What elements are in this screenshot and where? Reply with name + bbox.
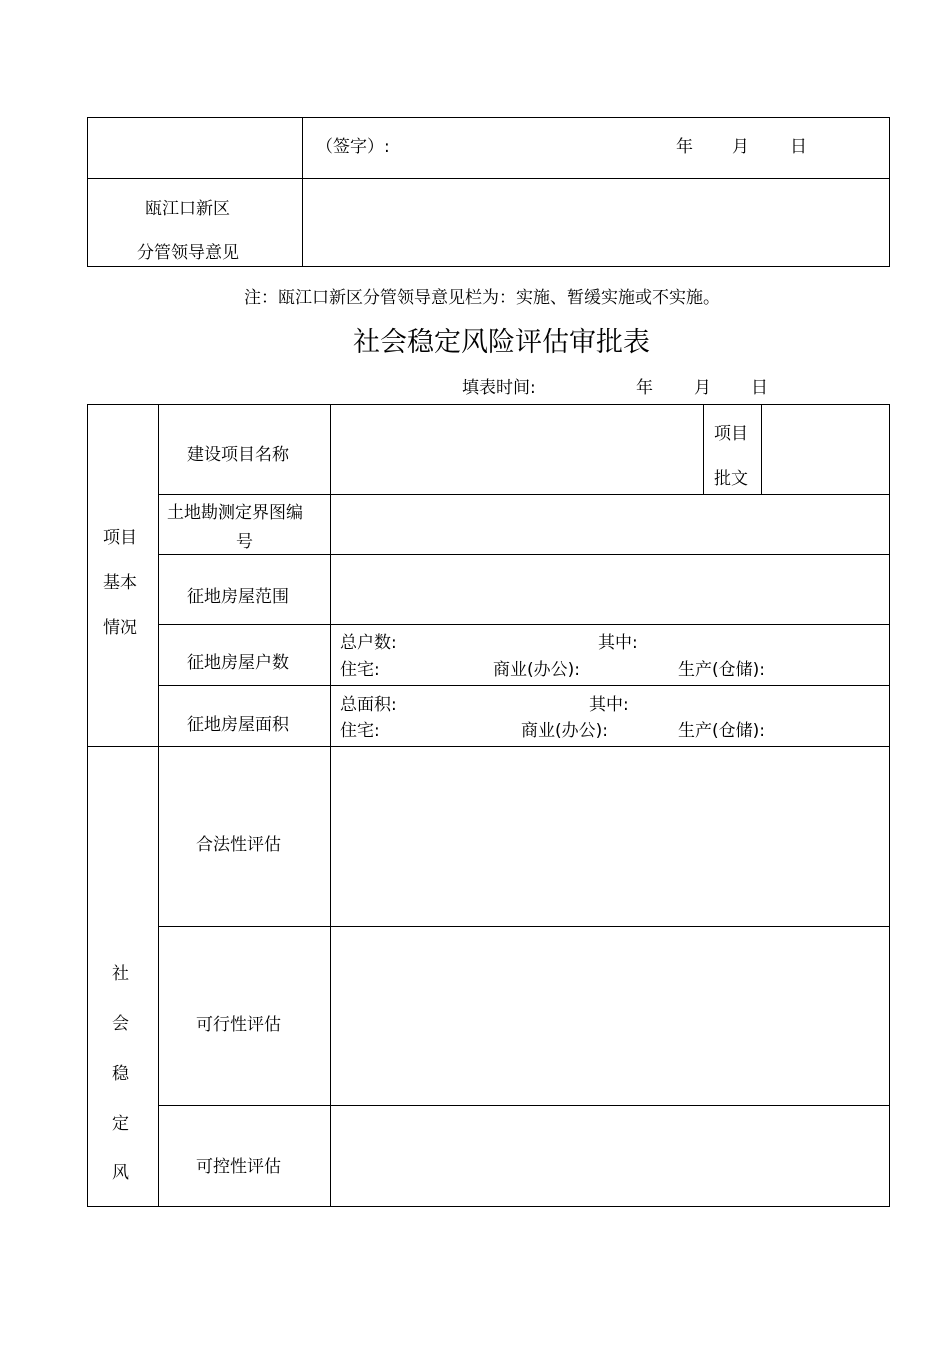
table-border (889, 117, 890, 267)
section-basic-line2: 基本 (103, 573, 137, 593)
survey-number-field[interactable] (331, 495, 889, 554)
leader-opinion-field[interactable] (303, 179, 889, 266)
signature-year: 年 (676, 137, 693, 157)
section-risk-char1: 社 (112, 964, 129, 984)
households-total: 总户数: (340, 633, 397, 653)
households-label: 征地房屋户数 (187, 653, 289, 673)
fill-time-month: 月 (694, 378, 711, 398)
leader-opinion-label-line1: 瓯江口新区 (145, 199, 230, 219)
households-production: 生产(仓储): (678, 660, 765, 680)
households-residential: 住宅: (340, 660, 380, 680)
project-name-label: 建设项目名称 (187, 445, 289, 465)
legality-field[interactable] (331, 747, 889, 926)
area-total: 总面积: (340, 695, 397, 715)
table-border (87, 117, 890, 118)
area-commercial: 商业(办公): (521, 721, 608, 741)
controllability-field[interactable] (331, 1106, 889, 1206)
table-border (889, 404, 890, 1207)
households-among: 其中: (598, 633, 638, 653)
table-border (87, 266, 890, 267)
table-border (87, 404, 88, 1207)
area-among: 其中: (589, 695, 629, 715)
table-border (159, 624, 890, 625)
table-border (87, 1206, 890, 1207)
note-text: 注：瓯江口新区分管领导意见栏为：实施、暂缓实施或不实施。 (244, 288, 720, 308)
feasibility-field[interactable] (331, 927, 889, 1105)
section-basic-line1: 项目 (103, 528, 137, 548)
table-border (703, 404, 704, 495)
feasibility-label: 可行性评估 (196, 1015, 281, 1035)
area-residential: 住宅: (340, 721, 380, 741)
area-label: 征地房屋面积 (187, 715, 289, 735)
fill-time-year: 年 (636, 378, 653, 398)
approval-field[interactable] (762, 405, 889, 494)
leader-opinion-label-line2: 分管领导意见 (137, 243, 239, 263)
fill-time-day: 日 (751, 378, 768, 398)
project-name-field[interactable] (331, 405, 703, 494)
controllability-label: 可控性评估 (196, 1157, 281, 1177)
table-border (159, 685, 890, 686)
section-risk-char5: 风 (112, 1163, 129, 1183)
survey-number-label-line2: 号 (236, 532, 253, 552)
approval-label-line2: 批文 (714, 469, 748, 489)
form-title: 社会稳定风险评估审批表 (353, 327, 650, 358)
scope-label: 征地房屋范围 (187, 587, 289, 607)
area-production: 生产(仓储): (678, 721, 765, 741)
section-risk-char2: 会 (112, 1014, 129, 1034)
section-basic-line3: 情况 (103, 618, 137, 638)
signature-month: 月 (732, 137, 749, 157)
table-border (87, 117, 88, 267)
signature-label: （签字）: (316, 137, 390, 157)
section-risk-char3: 稳 (112, 1064, 129, 1084)
fill-time-label: 填表时间: (462, 378, 536, 398)
signature-day: 日 (790, 137, 807, 157)
approval-label-line1: 项目 (714, 424, 748, 444)
table-border (158, 404, 159, 1207)
section-risk-char4: 定 (112, 1114, 129, 1134)
survey-number-label-line1: 土地勘测定界图编 (167, 503, 303, 523)
households-commercial: 商业(办公): (493, 660, 580, 680)
legality-label: 合法性评估 (196, 835, 281, 855)
scope-field[interactable] (331, 555, 889, 624)
